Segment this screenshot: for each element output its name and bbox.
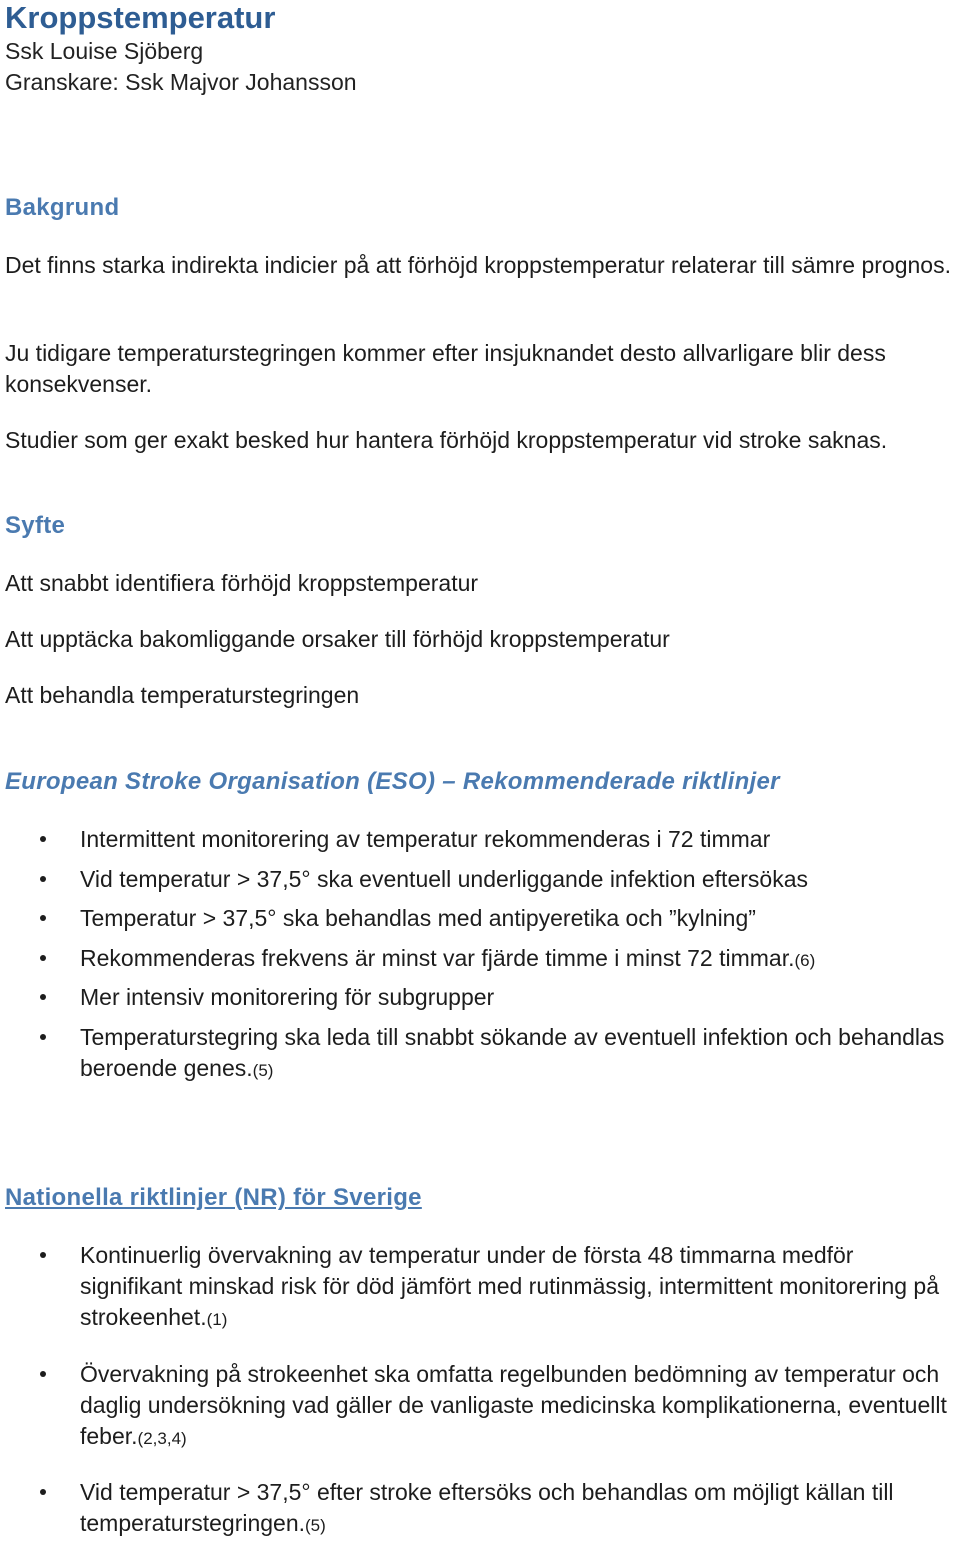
bullet-icon <box>40 836 46 842</box>
bullet-text: Övervakning på strokeenhet ska omfatta regelbunden bedömning av temperatur och daglig undersökning vad gäller de vanligaste medicinska komplikationerna, eventuellt feber. <box>80 1361 947 1449</box>
bullet-text: Temperaturstegring ska leda till snabbt sökande av eventuell infektion och behandlas beroende genes. <box>80 1024 945 1081</box>
bullet-icon <box>40 1371 46 1377</box>
national-bullet <box>80 1240 958 1335</box>
eso-bullet <box>80 824 958 855</box>
section-heading-eso: European Stroke Organisation (ESO) – Rekommenderade riktlinjer <box>5 768 780 795</box>
bullet-icon <box>40 1252 46 1258</box>
section-heading-purpose: Syfte <box>5 512 66 539</box>
national-bullet <box>80 1477 958 1541</box>
bullet-text: Vid temperatur > 37,5° efter stroke eftersöks och behandlas om möjligt källan till temperaturstegringen. <box>80 1479 894 1536</box>
bullet-icon <box>40 1489 46 1495</box>
reference-number: (2,3,4) <box>137 1429 187 1448</box>
bullet-icon <box>40 915 46 921</box>
reference-number: (6) <box>794 951 816 970</box>
purpose-item: Att behandla temperaturstegringen <box>5 682 360 708</box>
background-paragraph: Det finns starka indirekta indicier på att förhöjd kroppstemperatur relaterar till sämre prognos. <box>5 252 951 278</box>
eso-bullet <box>80 982 958 1013</box>
eso-bullet <box>80 1022 958 1086</box>
purpose-item: Att upptäcka bakomliggande orsaker till förhöjd kroppstemperatur <box>5 626 670 652</box>
bullet-icon <box>40 1034 46 1040</box>
reviewer-line: Granskare: Ssk Majvor Johansson <box>5 69 357 95</box>
reference-number: (5) <box>305 1516 326 1535</box>
bullet-text: Kontinuerlig övervakning av temperatur under de första 48 timmarna medför signifikant minskad risk för död jämfört med rutinmässig, intermittent monitorering på strokeenhet. <box>80 1242 940 1330</box>
eso-bullet <box>80 864 958 895</box>
purpose-item: Att snabbt identifiera förhöjd kroppstemperatur <box>5 570 479 596</box>
reference-number: (5) <box>252 1061 274 1080</box>
eso-bullet <box>80 943 958 976</box>
national-bullet <box>80 1359 958 1454</box>
bullet-icon <box>40 994 46 1000</box>
bullet-text: Vid temperatur > 37,5° ska eventuell underliggande infektion eftersökas <box>80 866 808 892</box>
background-paragraph: Ju tidigare temperaturstegringen kommer efter insjuknandet desto allvarligare blir dess konsekvenser. <box>5 340 886 397</box>
section-heading-background: Bakgrund <box>5 194 120 221</box>
bullet-icon <box>40 955 46 961</box>
bullet-text: Intermittent monitorering av temperatur rekommenderas i 72 timmar <box>80 826 771 852</box>
author-line: Ssk Louise Sjöberg <box>5 38 204 64</box>
bullet-text: Temperatur > 37,5° ska behandlas med antipyeretika och ”kylning” <box>80 905 756 931</box>
background-paragraph: Studier som ger exakt besked hur hantera förhöjd kroppstemperatur vid stroke saknas. <box>5 427 888 453</box>
bullet-text: Mer intensiv monitorering för subgrupper <box>80 984 495 1010</box>
bullet-text: Rekommenderas frekvens är minst var fjärde timme i minst 72 timmar. <box>80 945 795 971</box>
reference-number: (1) <box>206 1310 228 1329</box>
bullet-icon <box>40 876 46 882</box>
eso-bullet <box>80 903 958 934</box>
section-heading-national: Nationella riktlinjer (NR) för Sverige <box>5 1184 422 1211</box>
page-title: Kroppstemperatur <box>5 0 276 35</box>
